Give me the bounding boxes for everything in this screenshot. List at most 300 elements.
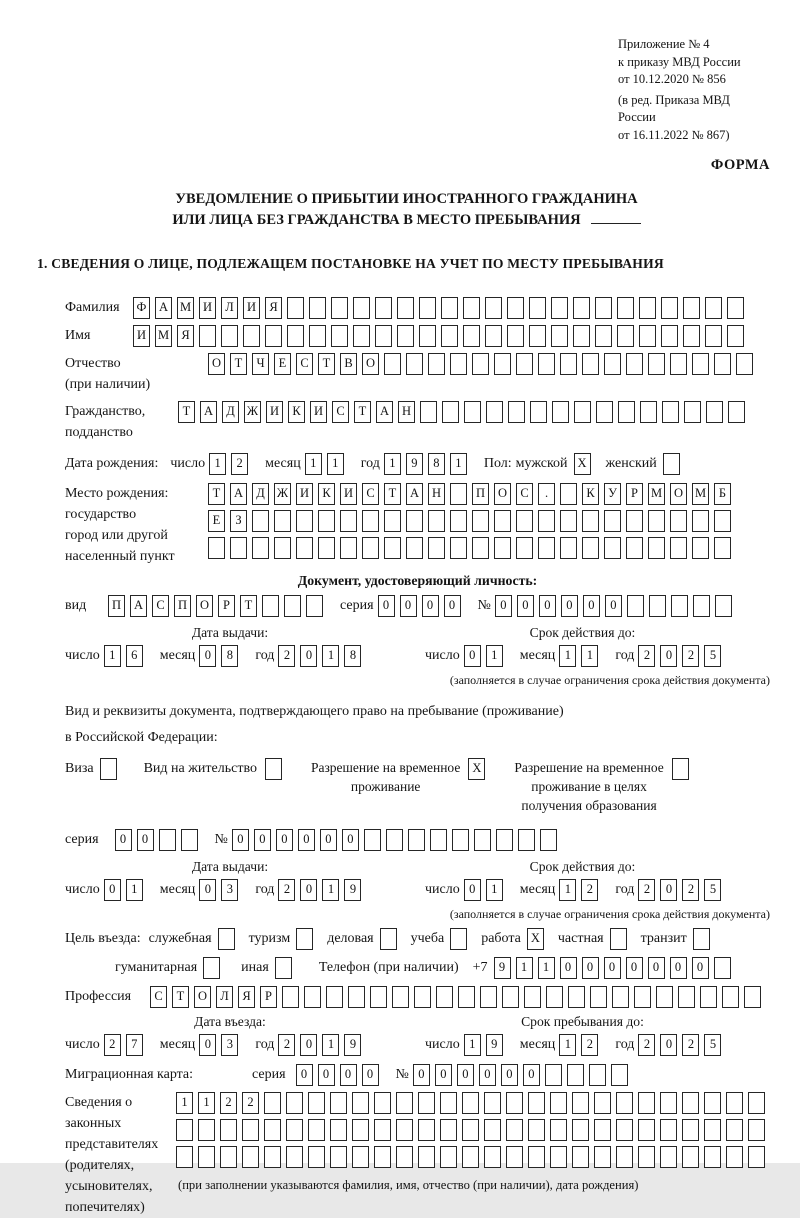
profession-cell[interactable] <box>568 986 585 1008</box>
patronymic-cell[interactable] <box>516 353 533 375</box>
representative-cell[interactable] <box>726 1146 743 1168</box>
citizenship-cell[interactable] <box>574 401 591 423</box>
checkbox-gumanitarnaya[interactable] <box>203 957 220 979</box>
representative-cell[interactable] <box>726 1119 743 1141</box>
residence-valid-day-cell[interactable]: 0 <box>464 879 481 901</box>
patronymic-cell[interactable] <box>406 353 423 375</box>
birth-place-cell[interactable]: О <box>670 483 687 505</box>
birth-place-cell[interactable] <box>384 510 401 532</box>
doc-type-cell[interactable]: А <box>130 595 147 617</box>
representative-cell[interactable]: 1 <box>176 1092 193 1114</box>
profession-cell[interactable] <box>414 986 431 1008</box>
surname-cell[interactable] <box>419 297 436 319</box>
mc-number-cell[interactable] <box>611 1064 628 1086</box>
stay-year-cell[interactable]: 0 <box>660 1034 677 1056</box>
birth-place-cell[interactable] <box>296 510 313 532</box>
representative-cell[interactable] <box>352 1119 369 1141</box>
representative-cell[interactable] <box>462 1119 479 1141</box>
entry-month-cell[interactable]: 3 <box>221 1034 238 1056</box>
birth-place-cell[interactable] <box>494 537 511 559</box>
residence-valid-year-cell[interactable]: 2 <box>638 879 655 901</box>
residence-issue-day-cell[interactable]: 0 <box>104 879 121 901</box>
birth-place-cell[interactable] <box>252 510 269 532</box>
birth-place-cell[interactable]: Н <box>428 483 445 505</box>
patronymic-cell[interactable] <box>648 353 665 375</box>
name-cell[interactable] <box>705 325 722 347</box>
birth-place-cell[interactable]: Ж <box>274 483 291 505</box>
doc-number-cell[interactable] <box>715 595 732 617</box>
representative-cell[interactable] <box>726 1092 743 1114</box>
surname-cell[interactable] <box>397 297 414 319</box>
birth-place-cell[interactable]: . <box>538 483 555 505</box>
representative-cell[interactable] <box>748 1092 765 1114</box>
citizenship-cell[interactable]: А <box>376 401 393 423</box>
birth-place-cell[interactable]: Т <box>384 483 401 505</box>
residence-valid-day-cell[interactable]: 1 <box>486 879 503 901</box>
representative-cell[interactable] <box>572 1092 589 1114</box>
residence-number-cell[interactable]: 0 <box>254 829 271 851</box>
citizenship-cell[interactable] <box>464 401 481 423</box>
surname-cell[interactable]: М <box>177 297 194 319</box>
mc-series-cell[interactable]: 0 <box>362 1064 379 1086</box>
mc-number-cell[interactable]: 0 <box>413 1064 430 1086</box>
birth-place-cell[interactable]: О <box>494 483 511 505</box>
birth-day-cell[interactable]: 1 <box>209 453 226 475</box>
birth-place-cell[interactable] <box>274 510 291 532</box>
doc-type-cell[interactable]: П <box>108 595 125 617</box>
representative-cell[interactable] <box>264 1119 281 1141</box>
residence-number-cell[interactable]: 0 <box>298 829 315 851</box>
phone-cell[interactable]: 0 <box>692 957 709 979</box>
birth-place-cell[interactable]: С <box>362 483 379 505</box>
issue-day-cell[interactable]: 1 <box>104 645 121 667</box>
checkbox-turizm[interactable] <box>296 928 313 950</box>
name-cell[interactable] <box>265 325 282 347</box>
representative-cell[interactable] <box>418 1119 435 1141</box>
profession-cell[interactable] <box>524 986 541 1008</box>
residence-series-cell[interactable] <box>159 829 176 851</box>
name-cell[interactable] <box>529 325 546 347</box>
birth-place-cell[interactable] <box>538 537 555 559</box>
phone-cell[interactable]: 1 <box>516 957 533 979</box>
doc-series-cell[interactable]: 0 <box>400 595 417 617</box>
profession-cell[interactable] <box>370 986 387 1008</box>
residence-issue-year-cell[interactable]: 0 <box>300 879 317 901</box>
residence-number-cell[interactable] <box>540 829 557 851</box>
name-cell[interactable] <box>375 325 392 347</box>
representative-cell[interactable] <box>198 1146 215 1168</box>
representative-cell[interactable] <box>594 1146 611 1168</box>
doc-series-cell[interactable]: 0 <box>422 595 439 617</box>
checkbox-male[interactable]: X <box>574 453 591 475</box>
doc-number-cell[interactable] <box>649 595 666 617</box>
name-cell[interactable]: И <box>133 325 150 347</box>
representative-cell[interactable] <box>396 1119 413 1141</box>
representative-cell[interactable] <box>330 1092 347 1114</box>
doc-number-cell[interactable]: 0 <box>517 595 534 617</box>
birth-place-cell[interactable] <box>318 537 335 559</box>
doc-number-cell[interactable]: 0 <box>539 595 556 617</box>
representative-cell[interactable] <box>462 1146 479 1168</box>
doc-number-cell[interactable] <box>671 595 688 617</box>
representative-cell[interactable] <box>528 1146 545 1168</box>
residence-issue-year-cell[interactable]: 2 <box>278 879 295 901</box>
representative-cell[interactable] <box>660 1146 677 1168</box>
issue-day-cell[interactable]: 6 <box>126 645 143 667</box>
doc-type-cell[interactable]: П <box>174 595 191 617</box>
surname-cell[interactable] <box>551 297 568 319</box>
name-cell[interactable] <box>463 325 480 347</box>
birth-month-cell[interactable]: 1 <box>305 453 322 475</box>
representative-cell[interactable] <box>176 1146 193 1168</box>
birth-place-cell[interactable] <box>406 510 423 532</box>
patronymic-cell[interactable]: С <box>296 353 313 375</box>
representative-cell[interactable] <box>440 1119 457 1141</box>
representative-cell[interactable] <box>616 1119 633 1141</box>
phone-cell[interactable]: 0 <box>648 957 665 979</box>
residence-issue-year-cell[interactable]: 9 <box>344 879 361 901</box>
birth-place-cell[interactable] <box>692 510 709 532</box>
valid-day-cell[interactable]: 0 <box>464 645 481 667</box>
citizenship-cell[interactable]: С <box>332 401 349 423</box>
representative-cell[interactable] <box>176 1119 193 1141</box>
representative-cell[interactable] <box>242 1119 259 1141</box>
surname-cell[interactable] <box>441 297 458 319</box>
representative-cell[interactable] <box>550 1092 567 1114</box>
residence-valid-year-cell[interactable]: 5 <box>704 879 721 901</box>
representative-cell[interactable] <box>704 1146 721 1168</box>
profession-cell[interactable] <box>458 986 475 1008</box>
birth-place-cell[interactable] <box>450 537 467 559</box>
representative-cell[interactable] <box>462 1092 479 1114</box>
name-cell[interactable] <box>507 325 524 347</box>
citizenship-cell[interactable] <box>596 401 613 423</box>
birth-place-cell[interactable] <box>626 510 643 532</box>
representative-cell[interactable] <box>682 1092 699 1114</box>
birth-place-cell[interactable]: М <box>648 483 665 505</box>
birth-place-cell[interactable]: И <box>296 483 313 505</box>
birth-place-cell[interactable] <box>450 510 467 532</box>
doc-series-cell[interactable]: 0 <box>378 595 395 617</box>
birth-place-cell[interactable] <box>714 537 731 559</box>
doc-number-cell[interactable]: 0 <box>561 595 578 617</box>
birth-place-cell[interactable] <box>648 510 665 532</box>
representative-cell[interactable] <box>572 1146 589 1168</box>
patronymic-cell[interactable]: Т <box>230 353 247 375</box>
residence-number-cell[interactable] <box>496 829 513 851</box>
stay-month-cell[interactable]: 1 <box>559 1034 576 1056</box>
patronymic-cell[interactable]: Ч <box>252 353 269 375</box>
representative-cell[interactable] <box>330 1119 347 1141</box>
valid-year-cell[interactable]: 2 <box>638 645 655 667</box>
citizenship-cell[interactable]: И <box>310 401 327 423</box>
representative-cell[interactable] <box>440 1092 457 1114</box>
patronymic-cell[interactable] <box>472 353 489 375</box>
representative-cell[interactable] <box>220 1146 237 1168</box>
birth-year-cell[interactable]: 1 <box>450 453 467 475</box>
surname-cell[interactable] <box>573 297 590 319</box>
name-cell[interactable]: М <box>155 325 172 347</box>
citizenship-cell[interactable]: Ж <box>244 401 261 423</box>
residence-number-cell[interactable] <box>408 829 425 851</box>
representative-cell[interactable] <box>374 1146 391 1168</box>
entry-year-cell[interactable]: 0 <box>300 1034 317 1056</box>
mc-series-cell[interactable]: 0 <box>340 1064 357 1086</box>
surname-cell[interactable] <box>661 297 678 319</box>
issue-year-cell[interactable]: 8 <box>344 645 361 667</box>
name-cell[interactable] <box>287 325 304 347</box>
checkbox-delovaya[interactable] <box>380 928 397 950</box>
birth-place-cell[interactable] <box>340 537 357 559</box>
profession-cell[interactable] <box>326 986 343 1008</box>
representative-cell[interactable] <box>594 1119 611 1141</box>
residence-issue-month-cell[interactable]: 0 <box>199 879 216 901</box>
birth-place-cell[interactable]: К <box>318 483 335 505</box>
name-cell[interactable] <box>661 325 678 347</box>
residence-valid-month-cell[interactable]: 2 <box>581 879 598 901</box>
entry-year-cell[interactable]: 1 <box>322 1034 339 1056</box>
patronymic-cell[interactable] <box>670 353 687 375</box>
name-cell[interactable] <box>397 325 414 347</box>
stay-day-cell[interactable]: 1 <box>464 1034 481 1056</box>
birth-place-cell[interactable]: Д <box>252 483 269 505</box>
birth-place-cell[interactable] <box>362 510 379 532</box>
representative-cell[interactable] <box>528 1119 545 1141</box>
citizenship-cell[interactable]: К <box>288 401 305 423</box>
representative-cell[interactable] <box>484 1092 501 1114</box>
birth-place-cell[interactable] <box>560 537 577 559</box>
representative-cell[interactable] <box>308 1146 325 1168</box>
profession-cell[interactable] <box>678 986 695 1008</box>
surname-cell[interactable] <box>485 297 502 319</box>
birth-day-cell[interactable]: 2 <box>231 453 248 475</box>
representative-cell[interactable]: 1 <box>198 1092 215 1114</box>
birth-year-cell[interactable]: 8 <box>428 453 445 475</box>
entry-year-cell[interactable]: 9 <box>344 1034 361 1056</box>
representative-cell[interactable] <box>418 1092 435 1114</box>
patronymic-cell[interactable]: Е <box>274 353 291 375</box>
surname-cell[interactable] <box>529 297 546 319</box>
birth-place-cell[interactable]: К <box>582 483 599 505</box>
representative-cell[interactable] <box>638 1146 655 1168</box>
residence-number-cell[interactable] <box>430 829 447 851</box>
profession-cell[interactable] <box>282 986 299 1008</box>
birth-place-cell[interactable] <box>340 510 357 532</box>
surname-cell[interactable]: Ф <box>133 297 150 319</box>
profession-cell[interactable] <box>700 986 717 1008</box>
birth-place-cell[interactable]: И <box>340 483 357 505</box>
patronymic-cell[interactable] <box>692 353 709 375</box>
profession-cell[interactable]: Р <box>260 986 277 1008</box>
profession-cell[interactable] <box>612 986 629 1008</box>
birth-place-cell[interactable] <box>516 510 533 532</box>
birth-place-cell[interactable]: З <box>230 510 247 532</box>
citizenship-cell[interactable]: Н <box>398 401 415 423</box>
checkbox-temp-permit[interactable]: X <box>468 758 485 780</box>
representative-cell[interactable] <box>682 1146 699 1168</box>
doc-type-cell[interactable] <box>284 595 301 617</box>
representative-cell[interactable] <box>286 1119 303 1141</box>
doc-type-cell[interactable] <box>306 595 323 617</box>
citizenship-cell[interactable] <box>486 401 503 423</box>
representative-cell[interactable] <box>374 1119 391 1141</box>
representative-cell[interactable] <box>396 1146 413 1168</box>
profession-cell[interactable] <box>480 986 497 1008</box>
citizenship-cell[interactable]: Т <box>354 401 371 423</box>
name-cell[interactable] <box>683 325 700 347</box>
birth-place-cell[interactable] <box>428 537 445 559</box>
birth-place-cell[interactable]: Б <box>714 483 731 505</box>
citizenship-cell[interactable] <box>706 401 723 423</box>
representative-cell[interactable] <box>638 1092 655 1114</box>
birth-place-cell[interactable] <box>406 537 423 559</box>
birth-year-cell[interactable]: 9 <box>406 453 423 475</box>
representative-cell[interactable] <box>264 1146 281 1168</box>
representative-cell[interactable] <box>550 1119 567 1141</box>
birth-place-cell[interactable]: А <box>230 483 247 505</box>
mc-series-cell[interactable]: 0 <box>296 1064 313 1086</box>
doc-type-cell[interactable] <box>262 595 279 617</box>
patronymic-cell[interactable] <box>714 353 731 375</box>
stay-day-cell[interactable]: 9 <box>486 1034 503 1056</box>
citizenship-cell[interactable]: Т <box>178 401 195 423</box>
birth-place-cell[interactable] <box>604 510 621 532</box>
phone-cell[interactable]: 0 <box>604 957 621 979</box>
residence-number-cell[interactable]: 0 <box>320 829 337 851</box>
birth-place-cell[interactable]: Е <box>208 510 225 532</box>
birth-place-cell[interactable] <box>450 483 467 505</box>
patronymic-cell[interactable]: О <box>362 353 379 375</box>
issue-year-cell[interactable]: 1 <box>322 645 339 667</box>
representative-cell[interactable] <box>506 1092 523 1114</box>
representative-cell[interactable] <box>352 1092 369 1114</box>
profession-cell[interactable]: Л <box>216 986 233 1008</box>
profession-cell[interactable]: Я <box>238 986 255 1008</box>
valid-year-cell[interactable]: 5 <box>704 645 721 667</box>
doc-number-cell[interactable]: 0 <box>583 595 600 617</box>
residence-number-cell[interactable] <box>474 829 491 851</box>
representative-cell[interactable] <box>220 1119 237 1141</box>
surname-cell[interactable] <box>727 297 744 319</box>
doc-number-cell[interactable]: 0 <box>605 595 622 617</box>
name-cell[interactable] <box>309 325 326 347</box>
doc-number-cell[interactable]: 0 <box>495 595 512 617</box>
birth-place-cell[interactable] <box>318 510 335 532</box>
surname-cell[interactable]: Я <box>265 297 282 319</box>
surname-cell[interactable]: И <box>243 297 260 319</box>
residence-series-cell[interactable]: 0 <box>137 829 154 851</box>
birth-place-cell[interactable]: М <box>692 483 709 505</box>
phone-cell[interactable]: 1 <box>538 957 555 979</box>
citizenship-cell[interactable] <box>552 401 569 423</box>
name-cell[interactable] <box>441 325 458 347</box>
mc-number-cell[interactable] <box>589 1064 606 1086</box>
patronymic-cell[interactable] <box>626 353 643 375</box>
birth-place-cell[interactable] <box>714 510 731 532</box>
profession-cell[interactable] <box>304 986 321 1008</box>
representative-cell[interactable] <box>748 1146 765 1168</box>
profession-cell[interactable] <box>634 986 651 1008</box>
checkbox-residence-permit[interactable] <box>265 758 282 780</box>
patronymic-cell[interactable] <box>736 353 753 375</box>
citizenship-cell[interactable]: И <box>266 401 283 423</box>
birth-place-cell[interactable]: Т <box>208 483 225 505</box>
checkbox-female[interactable] <box>663 453 680 475</box>
surname-cell[interactable]: И <box>199 297 216 319</box>
entry-day-cell[interactable]: 2 <box>104 1034 121 1056</box>
representative-cell[interactable] <box>286 1146 303 1168</box>
surname-cell[interactable] <box>507 297 524 319</box>
patronymic-cell[interactable] <box>538 353 555 375</box>
patronymic-cell[interactable]: О <box>208 353 225 375</box>
representative-cell[interactable] <box>286 1092 303 1114</box>
valid-year-cell[interactable]: 0 <box>660 645 677 667</box>
residence-series-cell[interactable] <box>181 829 198 851</box>
profession-cell[interactable] <box>348 986 365 1008</box>
profession-cell[interactable] <box>590 986 607 1008</box>
name-cell[interactable] <box>199 325 216 347</box>
representative-cell[interactable] <box>660 1119 677 1141</box>
birth-place-cell[interactable] <box>670 510 687 532</box>
representative-cell[interactable]: 2 <box>220 1092 237 1114</box>
checkbox-sluzhebnaya[interactable] <box>218 928 235 950</box>
birth-place-cell[interactable] <box>230 537 247 559</box>
residence-valid-year-cell[interactable]: 0 <box>660 879 677 901</box>
mc-number-cell[interactable] <box>567 1064 584 1086</box>
mc-number-cell[interactable] <box>545 1064 562 1086</box>
residence-number-cell[interactable]: 0 <box>232 829 249 851</box>
surname-cell[interactable] <box>595 297 612 319</box>
stay-year-cell[interactable]: 2 <box>638 1034 655 1056</box>
birth-place-cell[interactable] <box>472 537 489 559</box>
entry-month-cell[interactable]: 0 <box>199 1034 216 1056</box>
valid-year-cell[interactable]: 2 <box>682 645 699 667</box>
birth-place-cell[interactable] <box>626 537 643 559</box>
doc-type-cell[interactable]: О <box>196 595 213 617</box>
birth-place-cell[interactable] <box>604 537 621 559</box>
mc-number-cell[interactable]: 0 <box>457 1064 474 1086</box>
representative-cell[interactable] <box>484 1146 501 1168</box>
profession-cell[interactable] <box>722 986 739 1008</box>
birth-place-cell[interactable] <box>560 483 577 505</box>
phone-cell[interactable]: 0 <box>560 957 577 979</box>
name-cell[interactable] <box>573 325 590 347</box>
patronymic-cell[interactable]: Т <box>318 353 335 375</box>
citizenship-cell[interactable] <box>530 401 547 423</box>
surname-cell[interactable]: Л <box>221 297 238 319</box>
residence-number-cell[interactable] <box>364 829 381 851</box>
surname-cell[interactable] <box>353 297 370 319</box>
representative-cell[interactable]: 2 <box>242 1092 259 1114</box>
representative-cell[interactable] <box>682 1119 699 1141</box>
birth-place-cell[interactable] <box>516 537 533 559</box>
entry-day-cell[interactable]: 7 <box>126 1034 143 1056</box>
birth-place-cell[interactable] <box>274 537 291 559</box>
name-cell[interactable] <box>353 325 370 347</box>
residence-issue-month-cell[interactable]: 3 <box>221 879 238 901</box>
surname-cell[interactable] <box>639 297 656 319</box>
doc-number-cell[interactable] <box>693 595 710 617</box>
doc-number-cell[interactable] <box>627 595 644 617</box>
issue-month-cell[interactable]: 0 <box>199 645 216 667</box>
profession-cell[interactable] <box>546 986 563 1008</box>
birth-month-cell[interactable]: 1 <box>327 453 344 475</box>
representative-cell[interactable] <box>418 1146 435 1168</box>
issue-year-cell[interactable]: 2 <box>278 645 295 667</box>
residence-number-cell[interactable] <box>518 829 535 851</box>
citizenship-cell[interactable]: Д <box>222 401 239 423</box>
representative-cell[interactable] <box>704 1119 721 1141</box>
